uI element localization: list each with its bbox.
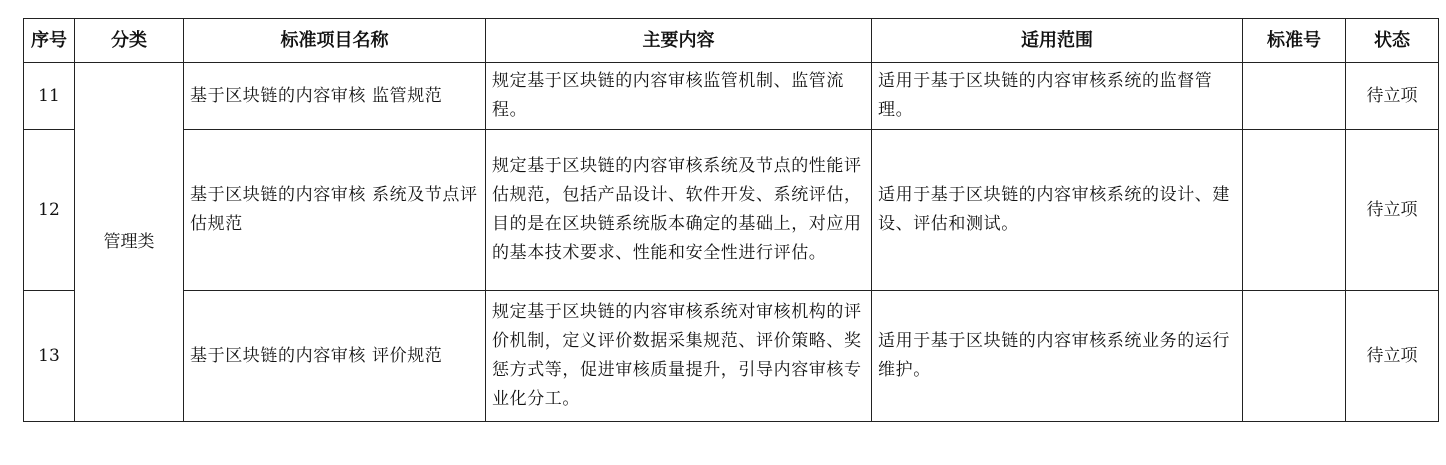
table-row <box>24 291 1439 422</box>
scope-cell: 适用于基于区块链的内容审核系统的设计、建设、评估和测试。 <box>872 130 1243 291</box>
row-index: 12 <box>24 130 75 291</box>
table-row <box>24 63 1439 130</box>
header-main-content: 主要内容 <box>486 19 872 63</box>
scope-cell: 适用于基于区块链的内容审核系统的监督管理。 <box>872 63 1243 130</box>
header-standard-number: 标准号 <box>1243 19 1346 63</box>
header-status: 状态 <box>1346 19 1439 63</box>
main-content-cell: 规定基于区块链的内容审核系统对审核机构的评价机制，定义评价数据采集规范、评价策略、奖惩方式等，促进审核质量提升，引导内容审核专业化分工。 <box>486 291 872 422</box>
table-row <box>24 130 1439 291</box>
main-content-cell: 规定基于区块链的内容审核监管机制、监管流程。 <box>486 63 872 130</box>
row-index: 11 <box>24 63 75 130</box>
project-name-cell: 基于区块链的内容审核 系统及节点评估规范 <box>184 130 486 291</box>
header-row <box>24 19 1439 63</box>
header-project-name: 标准项目名称 <box>184 19 486 63</box>
project-name-cell: 基于区块链的内容审核 评价规范 <box>184 291 486 422</box>
standard-number-cell <box>1243 291 1346 422</box>
standards-table <box>23 18 1439 422</box>
scope-cell: 适用于基于区块链的内容审核系统业务的运行维护。 <box>872 291 1243 422</box>
header-category: 分类 <box>75 19 184 63</box>
standard-number-cell <box>1243 63 1346 130</box>
header-scope: 适用范围 <box>872 19 1243 63</box>
main-content-cell: 规定基于区块链的内容审核系统及节点的性能评估规范，包括产品设计、软件开发、系统评估，目的是在区块链系统版本确定的基础上，对应用的基本技术要求、性能和安全性进行评估。 <box>486 130 872 291</box>
status-cell: 待立项 <box>1346 63 1439 130</box>
row-index: 13 <box>24 291 75 422</box>
standard-number-cell <box>1243 130 1346 291</box>
project-name-cell: 基于区块链的内容审核 监管规范 <box>184 63 486 130</box>
status-cell: 待立项 <box>1346 130 1439 291</box>
category-cell: 管理类 <box>75 63 184 422</box>
header-index: 序号 <box>24 19 75 63</box>
status-cell: 待立项 <box>1346 291 1439 422</box>
